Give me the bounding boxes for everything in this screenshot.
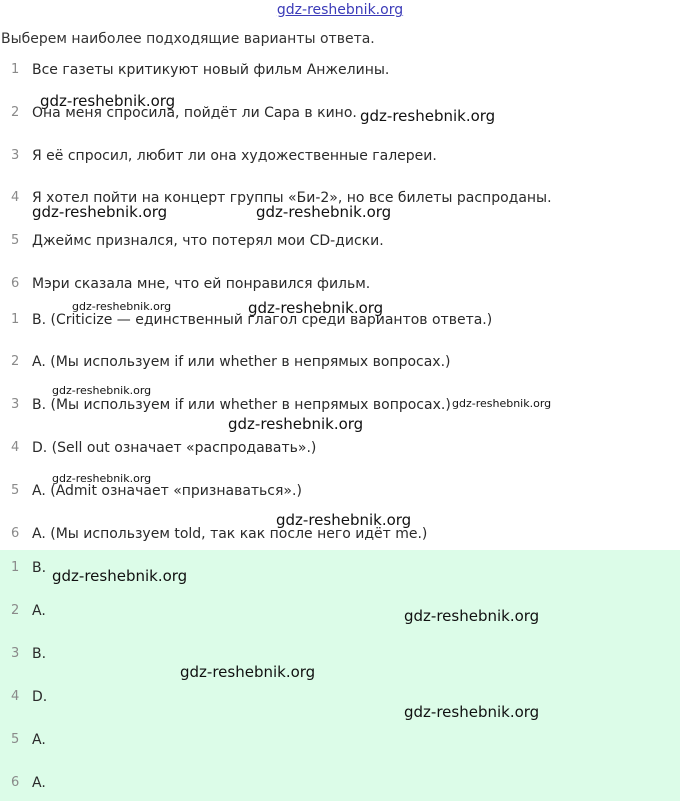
watermark: gdz-reshebnik.org — [404, 607, 540, 625]
explanation-item — [0, 483, 680, 505]
answer-item — [0, 689, 680, 711]
explanation-item — [0, 526, 680, 548]
item-number: 5 — [11, 233, 20, 248]
translation-item — [0, 276, 680, 298]
answer-item — [0, 732, 680, 754]
item-number: 3 — [11, 148, 20, 163]
watermark: gdz-reshebnik.org — [52, 384, 152, 397]
item-number: 1 — [11, 560, 20, 575]
watermark: gdz-reshebnik.org — [276, 511, 412, 529]
item-number: 3 — [11, 646, 20, 661]
item-number: 6 — [11, 775, 20, 790]
explanation-text: B. (Criticize — единственный глагол среди вариантов ответа.) — [32, 312, 493, 328]
watermark: gdz-reshebnik.org — [404, 703, 540, 721]
watermark: gdz-reshebnik.org — [52, 567, 188, 585]
watermark: gdz-reshebnik.org — [256, 203, 392, 221]
explanation-text: A. (Admit означает «признаваться».) — [32, 483, 302, 499]
answer-text: B. — [32, 560, 47, 576]
item-number: 2 — [11, 354, 20, 369]
explanation-text: A. (Мы используем if или whether в непрямых вопросах.) — [32, 354, 451, 370]
translation-text: Она меня спросила, пойдёт ли Сара в кино. — [32, 105, 357, 121]
site-header-link[interactable]: gdz-reshebnik.org — [276, 2, 404, 18]
translation-item — [0, 62, 680, 84]
answer-item — [0, 646, 680, 668]
translation-text: Мэри сказала мне, что ей понравился фильм. — [32, 276, 371, 292]
answer-text: A. — [32, 732, 46, 748]
explanation-text: D. (Sell out означает «распродавать».) — [32, 440, 317, 456]
answer-text: D. — [32, 689, 48, 705]
answer-text: A. — [32, 603, 46, 619]
translation-text: Все газеты критикуют новый фильм Анжелины. — [32, 62, 390, 78]
item-number: 5 — [11, 732, 20, 747]
watermark: gdz-reshebnik.org — [228, 415, 364, 433]
watermark: gdz-reshebnik.org — [452, 397, 552, 410]
item-number: 6 — [11, 276, 20, 291]
explanation-item — [0, 354, 680, 376]
item-number: 2 — [11, 603, 20, 618]
explanation-item — [0, 440, 680, 462]
item-number: 1 — [11, 62, 20, 77]
item-number: 5 — [11, 483, 20, 498]
item-number: 6 — [11, 526, 20, 541]
item-number: 4 — [11, 689, 20, 704]
item-number: 3 — [11, 397, 20, 412]
item-number: 1 — [11, 312, 20, 327]
item-number: 4 — [11, 190, 20, 205]
translation-text: Я хотел пойти на концерт группы «Би-2», но все билеты распроданы. — [32, 190, 552, 206]
answer-item — [0, 603, 680, 625]
watermark: gdz-reshebnik.org — [40, 92, 176, 110]
answer-text: B. — [32, 646, 47, 662]
translation-item — [0, 233, 680, 255]
answer-item — [0, 775, 680, 797]
explanation-text: B. (Мы используем if или whether в непрямых вопросах.) — [32, 397, 451, 413]
answers-block — [0, 550, 680, 801]
watermark: gdz-reshebnik.org — [360, 107, 496, 125]
watermark: gdz-reshebnik.org — [52, 472, 152, 485]
watermark: gdz-reshebnik.org — [248, 299, 384, 317]
intro-text: Выберем наиболее подходящие варианты ответа. — [1, 31, 375, 47]
item-number: 4 — [11, 440, 20, 455]
translation-text: Джеймс признался, что потерял мои CD-диски. — [32, 233, 384, 249]
watermark: gdz-reshebnik.org — [180, 663, 316, 681]
item-number: 2 — [11, 105, 20, 120]
watermark: gdz-reshebnik.org — [32, 203, 168, 221]
explanation-text: A. (Мы используем told, так как после него идёт me.) — [32, 526, 428, 542]
translation-text: Я её спросил, любит ли она художественные галереи. — [32, 148, 437, 164]
translation-item — [0, 148, 680, 170]
answer-text: A. — [32, 775, 46, 791]
watermark: gdz-reshebnik.org — [72, 300, 172, 313]
